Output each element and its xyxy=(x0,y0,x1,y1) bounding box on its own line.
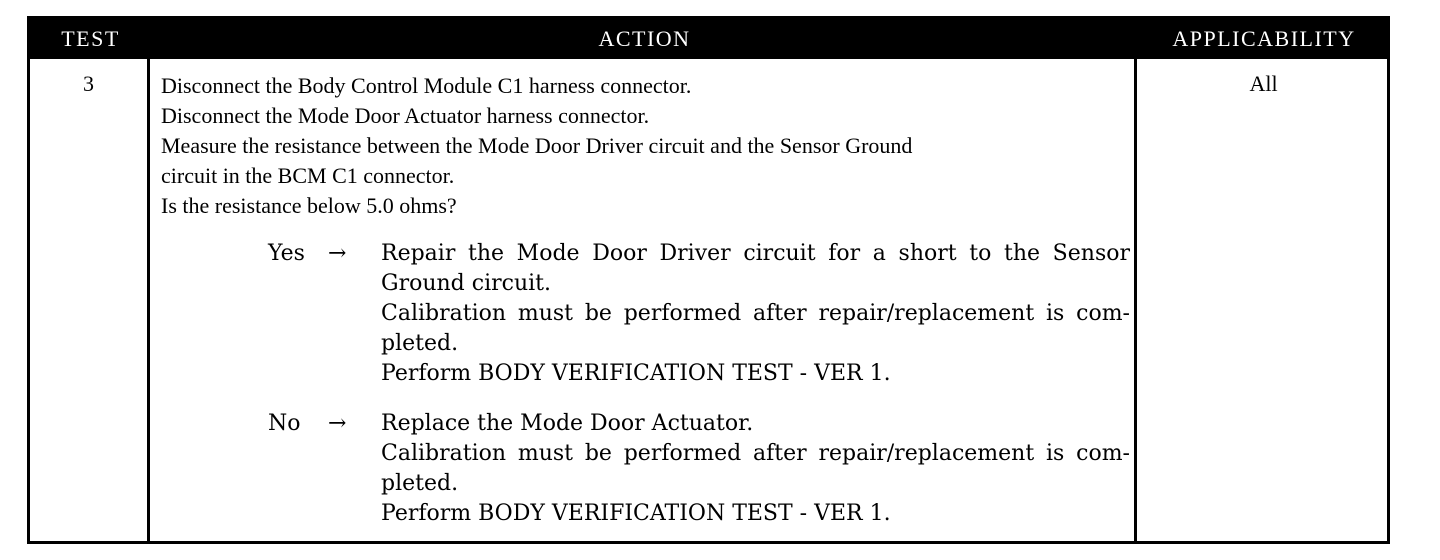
right-arrow-icon: → xyxy=(328,241,347,266)
action-line: Is the resistance below 5.0 ohms? xyxy=(161,193,457,218)
right-arrow-icon: → xyxy=(328,411,347,436)
header-test: TEST xyxy=(61,26,120,51)
header-applicability: APPLICABILITY xyxy=(1172,26,1356,51)
action-steps xyxy=(161,71,1129,221)
result-line: pleted. xyxy=(381,331,459,356)
applicability-value: All xyxy=(1249,71,1278,96)
result-line: pleted. xyxy=(381,471,459,496)
diagnostic-test-table xyxy=(27,16,1390,544)
result-line: Ground circuit. xyxy=(381,271,551,296)
result-line: Calibration must be performed after repair/replacement is com- xyxy=(381,441,1130,466)
action-line: Measure the resistance between the Mode Door Driver circuit and the Sensor Ground xyxy=(161,133,913,158)
action-line: Disconnect the Body Control Module C1 harness connector. xyxy=(161,73,692,98)
result-no-label: No xyxy=(268,411,301,436)
result-line: Replace the Mode Door Actuator. xyxy=(381,411,754,436)
result-line: Perform BODY VERIFICATION TEST - VER 1. xyxy=(381,361,891,386)
result-line: Repair the Mode Door Driver circuit for a short to the Sensor xyxy=(381,241,1130,266)
result-line: Calibration must be performed after repair/replacement is com- xyxy=(381,301,1130,326)
result-yes-label: Yes xyxy=(268,241,305,266)
column-divider-action-applicability xyxy=(1134,59,1137,541)
header-action: ACTION xyxy=(598,26,691,51)
action-line: circuit in the BCM C1 connector. xyxy=(161,163,455,188)
result-line: Perform BODY VERIFICATION TEST - VER 1. xyxy=(381,501,891,526)
table-header-row xyxy=(30,19,1387,59)
result-no-text xyxy=(381,409,1130,529)
column-divider-test-action xyxy=(147,59,150,541)
test-number: 3 xyxy=(83,71,94,96)
action-line: Disconnect the Mode Door Actuator harness connector. xyxy=(161,103,650,128)
result-yes-text xyxy=(381,239,1130,389)
